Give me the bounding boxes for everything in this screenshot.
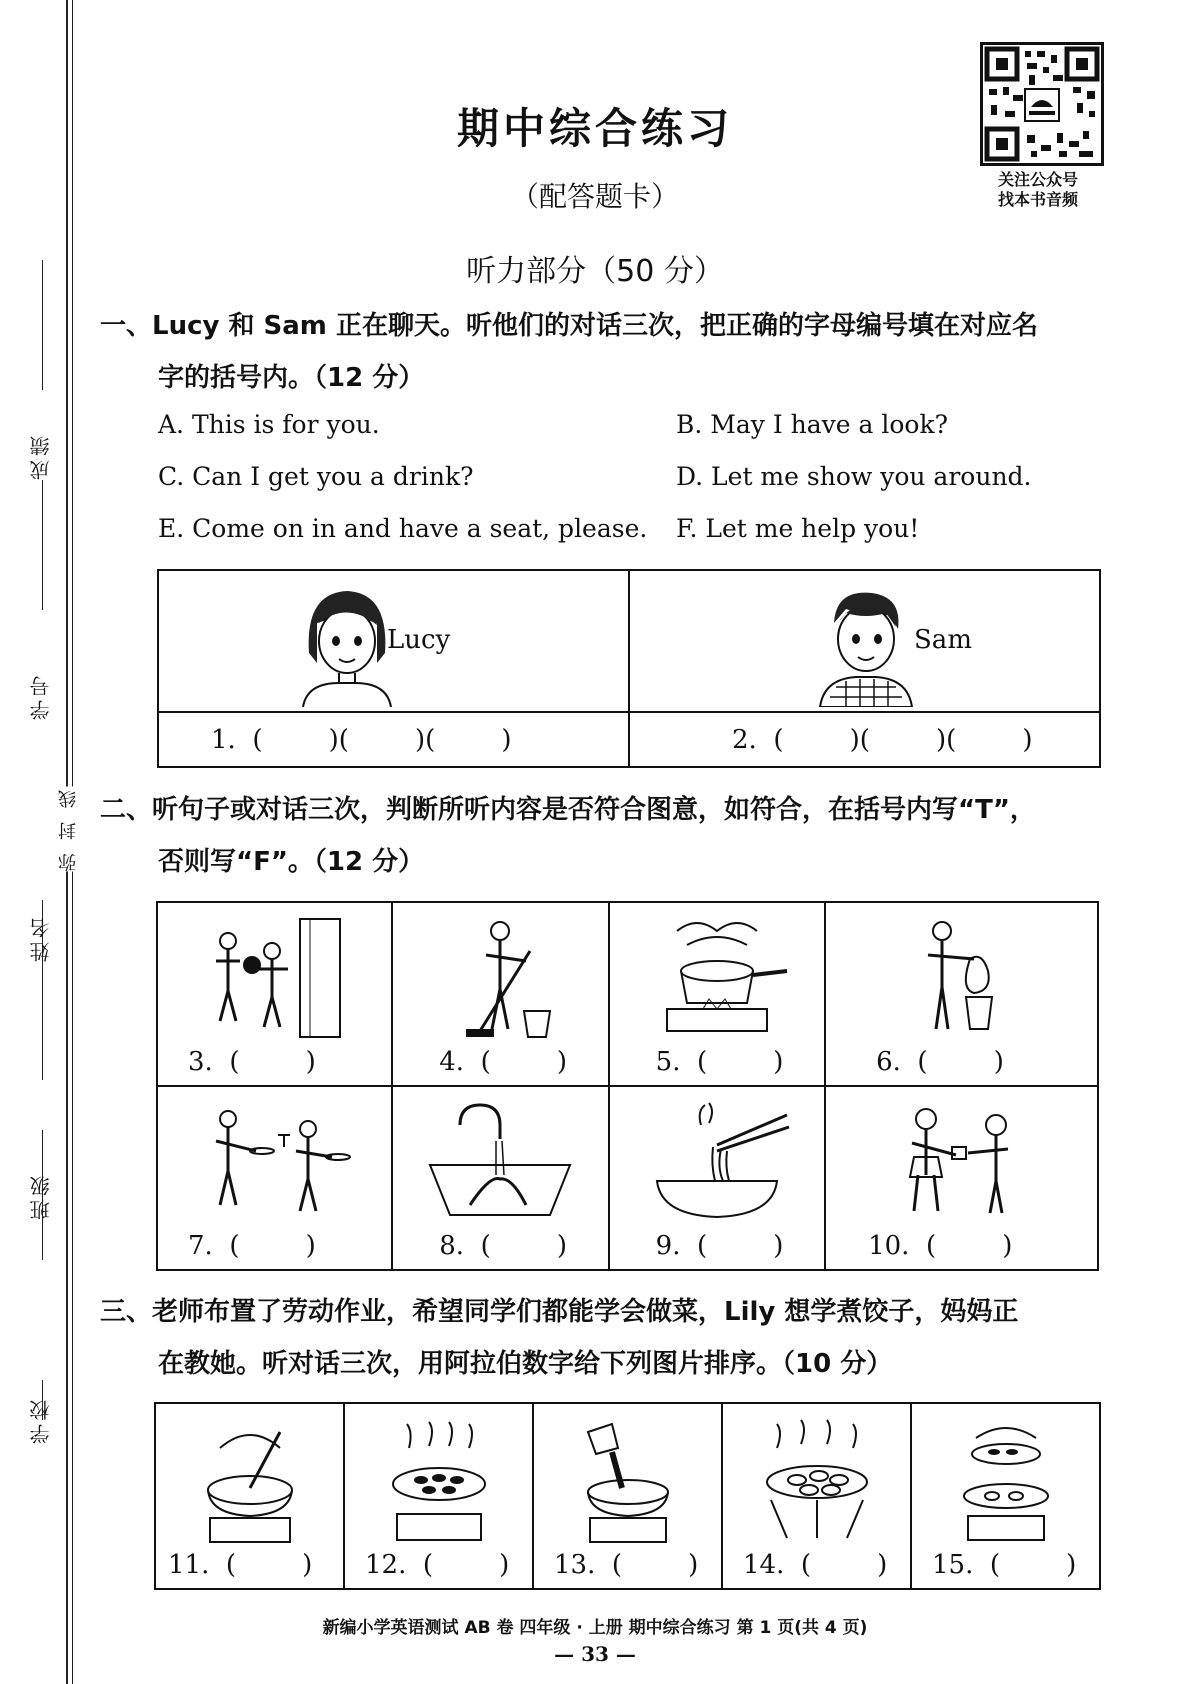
option-f: F. Let me help you! xyxy=(676,514,920,543)
option-d: D. Let me show you around. xyxy=(676,462,1032,491)
page-title: 期中综合练习 xyxy=(456,104,733,153)
section3-instructions xyxy=(100,1286,1110,1390)
section3-line1: 三、老师布置了劳动作业，希望同学们都能学会做菜，Lily 想学煮饺子，妈妈正 xyxy=(100,1297,1019,1327)
sam-cell xyxy=(629,570,1100,712)
option-c: C. Can I get you a drink? xyxy=(158,462,474,491)
item-15[interactable]: 15. ( ) xyxy=(932,1550,1077,1580)
section2-table xyxy=(156,901,1099,1271)
dumpling-11-mixing xyxy=(160,1418,340,1548)
dumpling-cell-15 xyxy=(911,1403,1100,1589)
item-8[interactable]: 8. ( ) xyxy=(439,1231,567,1261)
dumpling-cell-12 xyxy=(344,1403,533,1589)
item-4[interactable]: 4. ( ) xyxy=(439,1047,567,1077)
dumpling-cell-11 xyxy=(155,1403,344,1589)
pic-9-noodles xyxy=(617,1095,817,1227)
footer-text: 新编小学英语测试 AB 卷 四年级 · 上册 期中综合练习 第 1 页(共 4 页) xyxy=(322,1618,868,1638)
answer-1-blanks[interactable]: 1. ( )( )( ) xyxy=(211,724,512,755)
answer-2-blanks[interactable]: 2. ( )( )( ) xyxy=(732,724,1033,755)
dumpling-15-serving xyxy=(916,1418,1096,1548)
section3-line2: 在教她。听对话三次，用阿拉伯数字给下列图片排序。（10 分） xyxy=(158,1349,893,1379)
answer-cell-1 xyxy=(158,712,629,767)
section1-table xyxy=(157,569,1101,768)
item-3[interactable]: 3. ( ) xyxy=(188,1047,316,1077)
qr-caption xyxy=(968,170,1108,210)
item-5[interactable]: 5. ( ) xyxy=(655,1047,784,1077)
label-school: 学校 xyxy=(29,1396,53,1444)
dumpling-13-pouring xyxy=(538,1418,718,1548)
char-sam-label: Sam xyxy=(914,625,972,655)
item-10[interactable]: 10. ( ) xyxy=(868,1231,1013,1261)
section3-table xyxy=(154,1402,1101,1590)
dumpling-14-steaming xyxy=(727,1418,907,1548)
pic-10-giving-gift xyxy=(852,1095,1072,1227)
answer-cell-2 xyxy=(629,712,1100,767)
section2-line2: 否则写“F”。（12 分） xyxy=(158,847,425,877)
item-11[interactable]: 11. ( ) xyxy=(168,1550,313,1580)
option-a: A. This is for you. xyxy=(158,410,380,439)
section2-line1: 二、听句子或对话三次，判断所听内容是否符合图意，如符合，在括号内写“T”， xyxy=(100,795,1036,825)
section1-line1: 一、Lucy 和 Sam 正在聊天。听他们的对话三次，把正确的字母编号填在对应名 xyxy=(100,311,1038,341)
item-13[interactable]: 13. ( ) xyxy=(554,1550,699,1580)
item-12[interactable]: 12. ( ) xyxy=(365,1550,510,1580)
section1-instructions xyxy=(100,300,1110,404)
pic-cell-9 xyxy=(609,1086,825,1270)
label-seal-line: 弥 封 线 xyxy=(56,786,82,871)
qr-caption-line2: 找本书音频 xyxy=(997,190,1078,209)
listening-heading: 听力部分（50 分） xyxy=(466,254,724,289)
label-name: 姓名 xyxy=(29,914,53,962)
sam-illustration xyxy=(816,583,916,707)
option-e: E. Come on in and have a seat, please. xyxy=(158,514,648,543)
section2-instructions xyxy=(100,784,1110,888)
item-14[interactable]: 14. ( ) xyxy=(743,1550,888,1580)
qr-code[interactable] xyxy=(980,42,1104,166)
pic-cell-8 xyxy=(392,1086,608,1270)
dumpling-cell-13 xyxy=(533,1403,722,1589)
label-score: 成绩 xyxy=(29,432,53,480)
page-number: — 33 — xyxy=(554,1642,636,1666)
qr-caption-line1: 关注公众号 xyxy=(997,170,1078,189)
pic-3-welcome-friend xyxy=(160,911,390,1043)
item-9[interactable]: 9. ( ) xyxy=(655,1231,784,1261)
lucy-illustration xyxy=(297,583,397,707)
lucy-cell xyxy=(158,570,629,712)
item-6[interactable]: 6. ( ) xyxy=(876,1047,1004,1077)
option-b: B. May I have a look? xyxy=(676,410,949,439)
item-7[interactable]: 7. ( ) xyxy=(188,1231,316,1261)
studentno-blank xyxy=(42,480,43,610)
section1-line2: 字的括号内。（12 分） xyxy=(158,363,425,393)
dumpling-12-pan xyxy=(349,1418,529,1548)
pic-cell-3 xyxy=(157,902,392,1086)
dumpling-cell-14 xyxy=(722,1403,911,1589)
pic-cell-4 xyxy=(392,902,608,1086)
pic-cell-6 xyxy=(825,902,1098,1086)
pic-4-mopping xyxy=(400,911,600,1043)
pic-cell-10 xyxy=(825,1086,1098,1270)
pic-cell-5 xyxy=(609,902,825,1086)
pic-6-taking-out-trash xyxy=(852,911,1072,1043)
label-class: 班级 xyxy=(29,1172,53,1220)
page-subtitle: （配答题卡） xyxy=(510,180,679,213)
char-lucy-label: Lucy xyxy=(387,625,451,655)
pic-8-washing-hands xyxy=(400,1095,600,1227)
pic-7-serving-food xyxy=(160,1095,390,1227)
pic-cell-7 xyxy=(157,1086,392,1270)
pic-5-cooking-pot xyxy=(617,911,817,1043)
label-student-no: 学号 xyxy=(29,672,53,720)
